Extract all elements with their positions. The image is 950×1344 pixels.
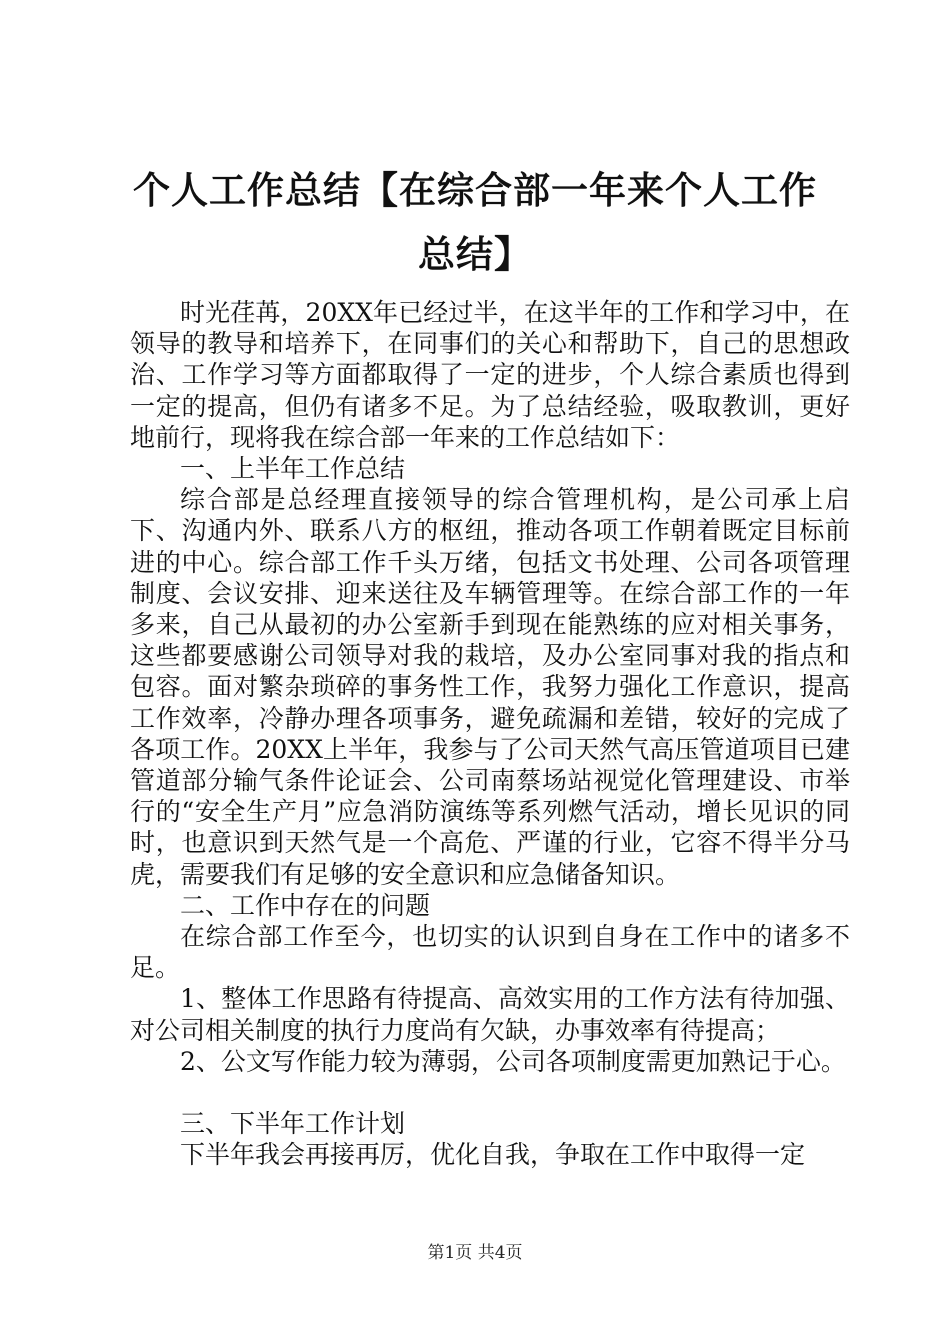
paragraph-intro: 时光荏苒，20XX年已经过半，在这半年的工作和学习中，在领导的教导和培养下，在同事们的关心和帮助下，自己的思想政治、工作学习等方面都取得了一定的进步，个人综合素质也得到一定的提高，但仍有诸多不足。为了总结经验，吸取教训，更好地前行，现将我在综合部一年来的工作总结如下： xyxy=(130,298,850,452)
page-footer: 第1页 共4页 xyxy=(427,1243,523,1263)
paragraph-first-half-summary: 综合部是总经理直接领导的综合管理机构，是公司承上启下、沟通内外、联系八方的枢纽，推动各项工作朝着既定目标前进的中心。综合部工作千头万绪，包括文书处理、公司各项管理制度、会议安排、迎来送往及车辆管理等。在综合部工作的一年多来，自己从最初的办公室新手到现在能熟练的应对相关事务，这些都要感谢公司领导对我的栽培，及办公室同事对我的指点和包容。面对繁杂琐碎的事务性工作，我努力强化工作意识，提高工作效率，冷静办理各项事务，避免疏漏和差错，较好的完成了各项工作。20XX上半年，我参与了公司天然气高压管道项目已建管道部分输气条件论证会、公司南蔡场站视觉化管理建设、市举行的“安全生产月”应急消防演练等系列燃气活动，增长见识的同时，也意识到天然气是一个高危、严谨的行业，它容不得半分马虎，需要我们有足够的安全意识和应急储备知识。 xyxy=(130,485,850,889)
document-body xyxy=(130,297,850,1171)
section-heading-3: 三、下半年工作计划 xyxy=(180,1109,406,1139)
paragraph-problems-intro: 在综合部工作至今，也切实的认识到自身在工作中的诸多不足。 xyxy=(130,922,850,983)
list-item-problem-1: 1、整体工作思路有待提高、高效实用的工作方法有待加强、对公司相关制度的执行力度尚有欠缺，办事效率有待提高； xyxy=(130,984,850,1045)
blank-line xyxy=(130,1077,850,1108)
section-heading-1: 一、上半年工作总结 xyxy=(180,454,406,484)
paragraph-second-half-plan: 下半年我会再接再厉，优化自我，争取在工作中取得一定 xyxy=(180,1140,806,1170)
document-title: 个人工作总结【在综合部一年来个人工作总结】 xyxy=(133,168,817,276)
section-heading-2: 二、工作中存在的问题 xyxy=(180,890,431,920)
list-item-problem-2: 2、公文写作能力较为薄弱，公司各项制度需更加熟记于心。 xyxy=(180,1046,846,1076)
